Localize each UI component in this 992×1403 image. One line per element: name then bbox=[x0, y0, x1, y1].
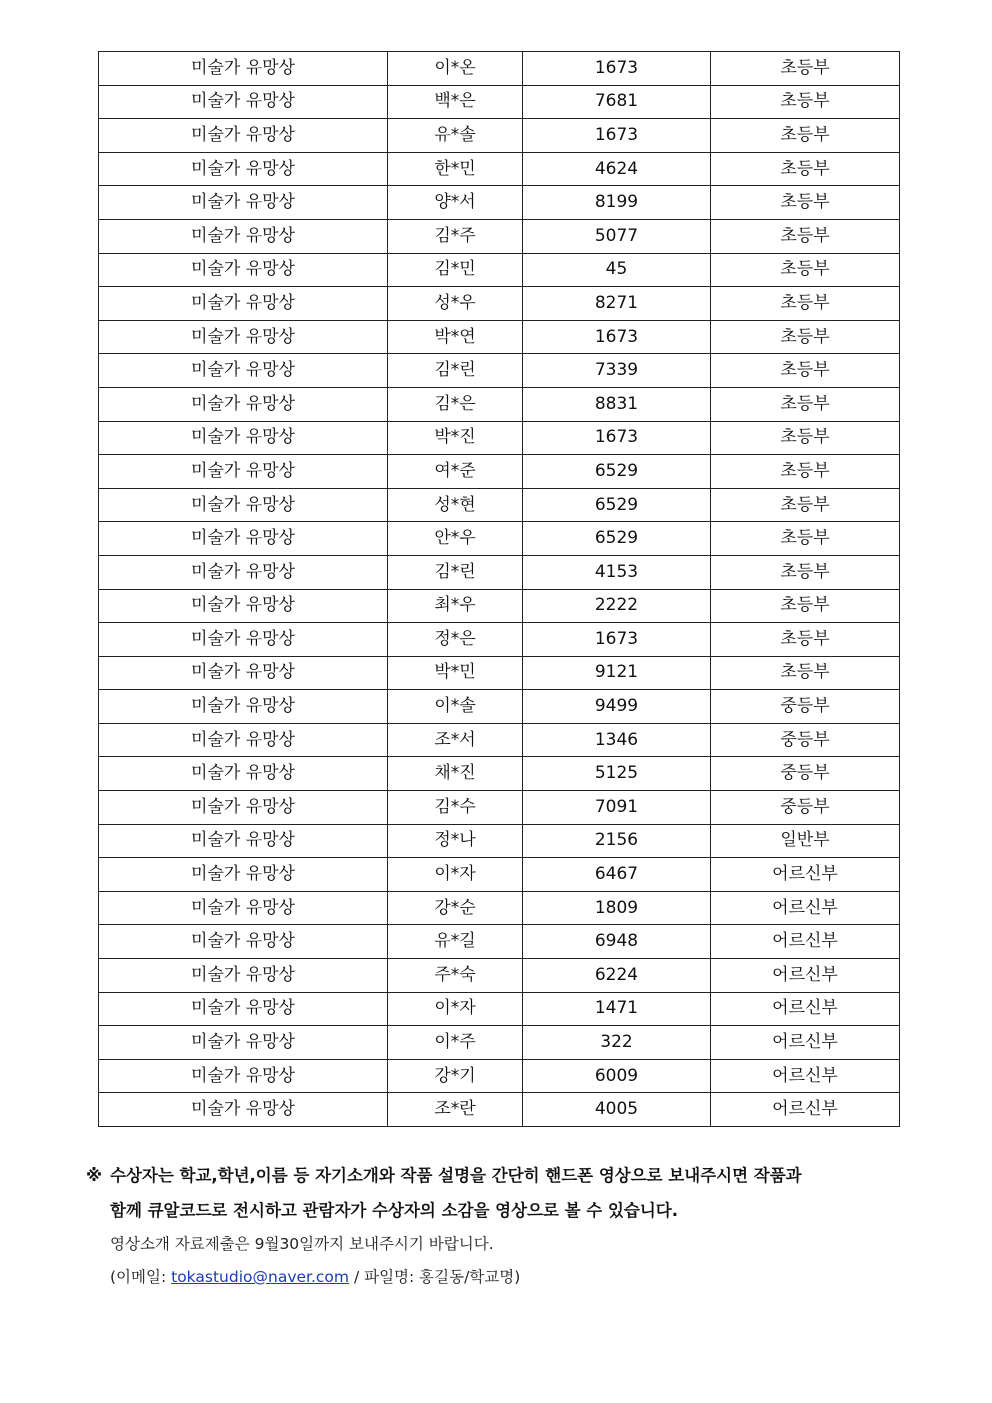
code-cell: 322 bbox=[523, 1026, 711, 1060]
division-cell: 초등부 bbox=[711, 152, 900, 186]
name-cell: 이*솔 bbox=[388, 690, 523, 724]
division-cell: 초등부 bbox=[711, 522, 900, 556]
division-cell: 초등부 bbox=[711, 555, 900, 589]
award-cell: 미술가 유망상 bbox=[99, 824, 388, 858]
award-cell: 미술가 유망상 bbox=[99, 757, 388, 791]
table-row bbox=[99, 219, 900, 253]
division-cell: 초등부 bbox=[711, 320, 900, 354]
table-row bbox=[99, 119, 900, 153]
division-cell: 초등부 bbox=[711, 455, 900, 489]
division-cell: 초등부 bbox=[711, 354, 900, 388]
award-cell: 미술가 유망상 bbox=[99, 186, 388, 220]
division-cell: 어르신부 bbox=[711, 858, 900, 892]
code-cell: 1471 bbox=[523, 992, 711, 1026]
award-cell: 미술가 유망상 bbox=[99, 656, 388, 690]
code-cell: 4005 bbox=[523, 1093, 711, 1127]
notice-line-3: 영상소개 자료제출은 9월30일까지 보내주시기 바랍니다. bbox=[110, 1235, 494, 1253]
table-row bbox=[99, 354, 900, 388]
award-cell: 미술가 유망상 bbox=[99, 354, 388, 388]
name-cell: 주*숙 bbox=[388, 959, 523, 993]
award-cell: 미술가 유망상 bbox=[99, 623, 388, 657]
code-cell: 1346 bbox=[523, 723, 711, 757]
code-cell: 6948 bbox=[523, 925, 711, 959]
award-cell: 미술가 유망상 bbox=[99, 1059, 388, 1093]
name-cell: 강*기 bbox=[388, 1059, 523, 1093]
award-cell: 미술가 유망상 bbox=[99, 287, 388, 321]
code-cell: 6009 bbox=[523, 1059, 711, 1093]
code-cell: 7091 bbox=[523, 791, 711, 825]
notice-section bbox=[86, 1158, 926, 1294]
name-cell: 김*수 bbox=[388, 791, 523, 825]
code-cell: 5077 bbox=[523, 219, 711, 253]
award-cell: 미술가 유망상 bbox=[99, 891, 388, 925]
name-cell: 안*우 bbox=[388, 522, 523, 556]
table-row bbox=[99, 253, 900, 287]
name-cell: 이*주 bbox=[388, 1026, 523, 1060]
code-cell: 1673 bbox=[523, 52, 711, 86]
division-cell: 어르신부 bbox=[711, 1093, 900, 1127]
division-cell: 어르신부 bbox=[711, 992, 900, 1026]
award-cell: 미술가 유망상 bbox=[99, 1026, 388, 1060]
division-cell: 초등부 bbox=[711, 656, 900, 690]
awardees-table-body bbox=[99, 52, 900, 1127]
table-row bbox=[99, 791, 900, 825]
name-cell: 조*서 bbox=[388, 723, 523, 757]
division-cell: 어르신부 bbox=[711, 1059, 900, 1093]
name-cell: 한*민 bbox=[388, 152, 523, 186]
code-cell: 1673 bbox=[523, 320, 711, 354]
name-cell: 강*순 bbox=[388, 891, 523, 925]
table-row bbox=[99, 186, 900, 220]
division-cell: 어르신부 bbox=[711, 1026, 900, 1060]
table-row bbox=[99, 387, 900, 421]
name-cell: 박*진 bbox=[388, 421, 523, 455]
table-row bbox=[99, 52, 900, 86]
table-row bbox=[99, 824, 900, 858]
table-row bbox=[99, 757, 900, 791]
division-cell: 초등부 bbox=[711, 119, 900, 153]
table-row bbox=[99, 152, 900, 186]
code-cell: 1809 bbox=[523, 891, 711, 925]
award-cell: 미술가 유망상 bbox=[99, 522, 388, 556]
table-row bbox=[99, 488, 900, 522]
division-cell: 어르신부 bbox=[711, 959, 900, 993]
email-suffix: / 파일명: 홍길동/학교명) bbox=[349, 1268, 521, 1286]
table-row bbox=[99, 320, 900, 354]
code-cell: 5125 bbox=[523, 757, 711, 791]
division-cell: 초등부 bbox=[711, 52, 900, 86]
table-row bbox=[99, 287, 900, 321]
division-cell: 초등부 bbox=[711, 85, 900, 119]
division-cell: 초등부 bbox=[711, 219, 900, 253]
notice-line-1 bbox=[86, 1158, 926, 1193]
division-cell: 중등부 bbox=[711, 757, 900, 791]
name-cell: 박*연 bbox=[388, 320, 523, 354]
name-cell: 이*온 bbox=[388, 52, 523, 86]
name-cell: 정*나 bbox=[388, 824, 523, 858]
code-cell: 6529 bbox=[523, 522, 711, 556]
name-cell: 양*서 bbox=[388, 186, 523, 220]
award-cell: 미술가 유망상 bbox=[99, 387, 388, 421]
name-cell: 유*길 bbox=[388, 925, 523, 959]
name-cell: 조*란 bbox=[388, 1093, 523, 1127]
table-row bbox=[99, 85, 900, 119]
award-cell: 미술가 유망상 bbox=[99, 1093, 388, 1127]
name-cell: 채*진 bbox=[388, 757, 523, 791]
notice-text-1: 수상자는 학교,학년,이름 등 자기소개와 작품 설명을 간단히 핸드폰 영상으로 보내주시면 작품과 bbox=[110, 1166, 802, 1185]
table-row bbox=[99, 421, 900, 455]
table-row bbox=[99, 690, 900, 724]
notice-line-4 bbox=[86, 1261, 926, 1294]
table-row bbox=[99, 656, 900, 690]
award-cell: 미술가 유망상 bbox=[99, 85, 388, 119]
email-prefix: (이메일: bbox=[110, 1268, 172, 1286]
code-cell: 1673 bbox=[523, 119, 711, 153]
division-cell: 초등부 bbox=[711, 488, 900, 522]
division-cell: 중등부 bbox=[711, 690, 900, 724]
division-cell: 중등부 bbox=[711, 723, 900, 757]
table-row bbox=[99, 723, 900, 757]
table-row bbox=[99, 959, 900, 993]
table-row bbox=[99, 858, 900, 892]
email-link[interactable]: tokastudio@naver.com bbox=[171, 1268, 350, 1286]
name-cell: 김*린 bbox=[388, 555, 523, 589]
code-cell: 45 bbox=[523, 253, 711, 287]
award-cell: 미술가 유망상 bbox=[99, 455, 388, 489]
award-cell: 미술가 유망상 bbox=[99, 219, 388, 253]
division-cell: 초등부 bbox=[711, 623, 900, 657]
award-cell: 미술가 유망상 bbox=[99, 488, 388, 522]
award-cell: 미술가 유망상 bbox=[99, 152, 388, 186]
table-row bbox=[99, 1059, 900, 1093]
division-cell: 중등부 bbox=[711, 791, 900, 825]
name-cell: 최*우 bbox=[388, 589, 523, 623]
name-cell: 김*민 bbox=[388, 253, 523, 287]
division-cell: 초등부 bbox=[711, 253, 900, 287]
name-cell: 정*은 bbox=[388, 623, 523, 657]
table-row bbox=[99, 992, 900, 1026]
name-cell: 김*은 bbox=[388, 387, 523, 421]
award-cell: 미술가 유망상 bbox=[99, 858, 388, 892]
award-cell: 미술가 유망상 bbox=[99, 421, 388, 455]
award-cell: 미술가 유망상 bbox=[99, 690, 388, 724]
division-cell: 초등부 bbox=[711, 421, 900, 455]
name-cell: 백*은 bbox=[388, 85, 523, 119]
code-cell: 9121 bbox=[523, 656, 711, 690]
code-cell: 7339 bbox=[523, 354, 711, 388]
code-cell: 8271 bbox=[523, 287, 711, 321]
name-cell: 김*린 bbox=[388, 354, 523, 388]
table-row bbox=[99, 522, 900, 556]
code-cell: 8831 bbox=[523, 387, 711, 421]
award-cell: 미술가 유망상 bbox=[99, 253, 388, 287]
code-cell: 1673 bbox=[523, 623, 711, 657]
code-cell: 6529 bbox=[523, 455, 711, 489]
name-cell: 이*자 bbox=[388, 992, 523, 1026]
code-cell: 6224 bbox=[523, 959, 711, 993]
division-cell: 일반부 bbox=[711, 824, 900, 858]
code-cell: 1673 bbox=[523, 421, 711, 455]
award-cell: 미술가 유망상 bbox=[99, 992, 388, 1026]
division-cell: 초등부 bbox=[711, 287, 900, 321]
award-cell: 미술가 유망상 bbox=[99, 723, 388, 757]
reference-mark-icon: ※ bbox=[86, 1166, 103, 1185]
division-cell: 어르신부 bbox=[711, 891, 900, 925]
award-cell: 미술가 유망상 bbox=[99, 589, 388, 623]
award-cell: 미술가 유망상 bbox=[99, 959, 388, 993]
awardees-table bbox=[98, 51, 900, 1127]
award-cell: 미술가 유망상 bbox=[99, 925, 388, 959]
notice-line-2: 함께 큐알코드로 전시하고 관람자가 수상자의 소감을 영상으로 볼 수 있습니다. bbox=[110, 1201, 679, 1220]
division-cell: 어르신부 bbox=[711, 925, 900, 959]
table-row bbox=[99, 455, 900, 489]
code-cell: 6467 bbox=[523, 858, 711, 892]
table-row bbox=[99, 1026, 900, 1060]
name-cell: 성*우 bbox=[388, 287, 523, 321]
table-row bbox=[99, 623, 900, 657]
table-row bbox=[99, 555, 900, 589]
table-row bbox=[99, 589, 900, 623]
table-row bbox=[99, 1093, 900, 1127]
code-cell: 2156 bbox=[523, 824, 711, 858]
code-cell: 2222 bbox=[523, 589, 711, 623]
award-cell: 미술가 유망상 bbox=[99, 791, 388, 825]
award-cell: 미술가 유망상 bbox=[99, 119, 388, 153]
name-cell: 유*솔 bbox=[388, 119, 523, 153]
code-cell: 8199 bbox=[523, 186, 711, 220]
award-cell: 미술가 유망상 bbox=[99, 52, 388, 86]
name-cell: 성*현 bbox=[388, 488, 523, 522]
name-cell: 이*자 bbox=[388, 858, 523, 892]
division-cell: 초등부 bbox=[711, 186, 900, 220]
division-cell: 초등부 bbox=[711, 589, 900, 623]
name-cell: 김*주 bbox=[388, 219, 523, 253]
table-row bbox=[99, 925, 900, 959]
code-cell: 9499 bbox=[523, 690, 711, 724]
name-cell: 박*민 bbox=[388, 656, 523, 690]
code-cell: 4624 bbox=[523, 152, 711, 186]
division-cell: 초등부 bbox=[711, 387, 900, 421]
code-cell: 6529 bbox=[523, 488, 711, 522]
code-cell: 4153 bbox=[523, 555, 711, 589]
award-cell: 미술가 유망상 bbox=[99, 320, 388, 354]
award-cell: 미술가 유망상 bbox=[99, 555, 388, 589]
code-cell: 7681 bbox=[523, 85, 711, 119]
table-row bbox=[99, 891, 900, 925]
name-cell: 여*준 bbox=[388, 455, 523, 489]
